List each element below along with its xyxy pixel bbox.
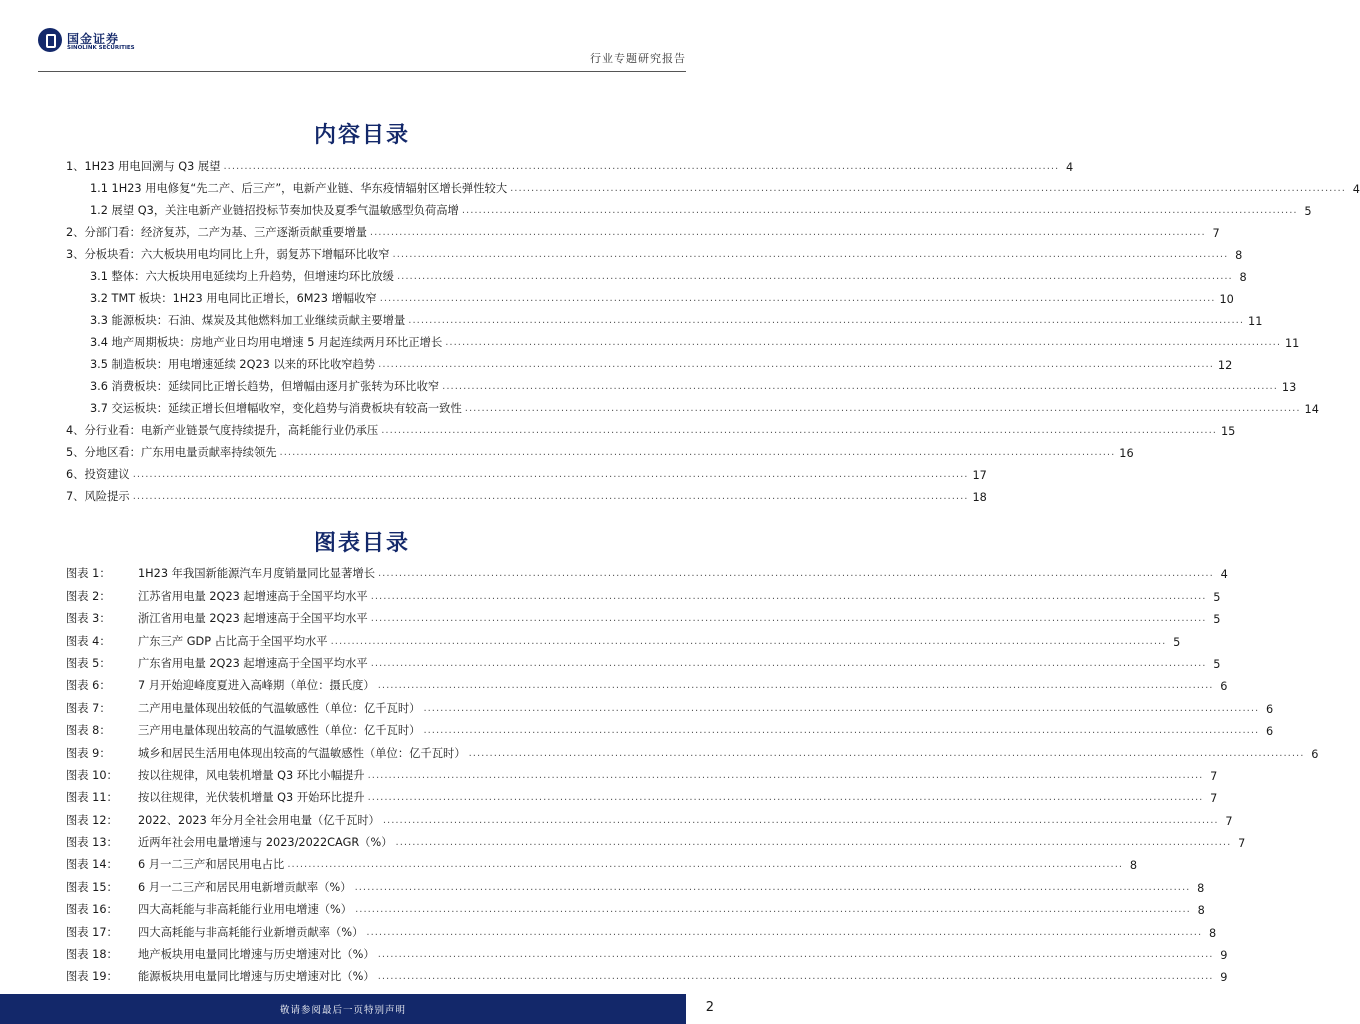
company-logo [38, 28, 148, 56]
figure-entry[interactable] [66, 872, 1205, 895]
figure-entry-page: 7 [1225, 814, 1233, 828]
figure-entry[interactable] [66, 738, 1319, 761]
toc-entry-page: 5 [1304, 205, 1312, 218]
figure-entry-label: 图表 17： [66, 925, 118, 939]
toc-entry-title: 3.2 TMT 板块：1H23 用电同比正增长，6M23 增幅收窄 [90, 292, 377, 305]
toc-entry-page: 14 [1304, 403, 1319, 416]
figure-entry-title: 四大高耗能与非高耗能行业用电增速（%） [138, 903, 353, 917]
figure-entry-page: 9 [1220, 949, 1228, 963]
figure-entry-label: 图表 19： [66, 970, 118, 984]
figure-entry-label: 图表 7： [66, 701, 111, 715]
figure-entry[interactable] [66, 716, 1274, 739]
figure-entry-label: 图表 13： [66, 836, 118, 850]
toc-entry-page: 8 [1235, 249, 1243, 262]
figure-entry[interactable] [66, 783, 1218, 806]
figure-entry-label: 图表 3： [66, 612, 111, 626]
toc-entry[interactable] [66, 416, 1236, 438]
figure-leader-dots: ........................................................................................................................................................................................................ [366, 926, 1203, 938]
toc-entry-title: 3.4 地产周期板块：房地产业日均用电增速 5 月起连续两月环比正增长 [90, 336, 443, 349]
toc-entry[interactable] [66, 262, 1247, 284]
figure-entry-title: 二产用电量体现出较低的气温敏感性（单位：亿千瓦时） [138, 701, 421, 715]
figure-entry-title: 地产板块用电量同比增速与历史增速对比（%） [138, 948, 375, 962]
toc-leader-dots: ........................................................................................................................................................................................................ [392, 249, 1229, 260]
figure-entry-page: 7 [1210, 769, 1218, 783]
figure-leader-dots: ........................................................................................................................................................................................................ [423, 725, 1260, 737]
toc-leader-dots: ........................................................................................................................................................................................................ [132, 469, 969, 480]
toc-entry-title: 6、投资建议 [66, 468, 130, 481]
toc-entry[interactable] [66, 152, 1074, 174]
toc-entry-title: 3.3 能源板块：石油、煤炭及其他燃料加工业继续贡献主要增量 [90, 314, 406, 327]
toc-entry-page: 17 [972, 469, 987, 482]
figure-leader-dots: ........................................................................................................................................................................................................ [354, 881, 1191, 893]
toc-entry-page: 4 [1352, 183, 1360, 196]
figure-leader-dots: ........................................................................................................................................................................................................ [367, 769, 1204, 781]
figure-entry-title: 按以往规律，风电装机增量 Q3 环比小幅提升 [138, 768, 365, 782]
figure-entry-label: 图表 12： [66, 813, 118, 827]
toc-entry-page: 11 [1248, 315, 1263, 328]
figures-title: 图表目录 [313, 530, 410, 556]
toc-entry[interactable] [66, 438, 1134, 460]
logo-name-cn: 国金证券 [67, 32, 120, 46]
figure-leader-dots: ........................................................................................................................................................................................................ [377, 949, 1214, 961]
toc-entry-title: 2、分部门看：经济复苏，二产为基、三产逐渐贡献重要增量 [66, 226, 367, 239]
toc-entry-title: 3.7 交运板块：延续正增长但增幅收窄，变化趋势与消费板块有较高一致性 [90, 402, 462, 415]
toc-entry[interactable] [66, 460, 987, 482]
figure-entry-page: 7 [1238, 837, 1246, 851]
toc-entry[interactable] [66, 394, 1319, 416]
toc-entry-title: 3.6 消费板块：延续同比正增长趋势，但增幅由逐月扩张转为环比收窄 [90, 380, 440, 393]
logo-name-en: SINOLINK SECURITIES [67, 45, 135, 51]
footer-disclaimer: 敬请参阅最后一页特别声明 [279, 1005, 406, 1016]
toc-leader-dots: ........................................................................................................................................................................................................ [381, 425, 1217, 436]
figure-leader-dots: ........................................................................................................................................................................................................ [287, 859, 1124, 871]
report-type: 行业专题研究报告 [590, 52, 686, 65]
figure-entry-label: 图表 11： [66, 791, 118, 805]
figure-entry-page: 6 [1220, 680, 1228, 694]
figure-entry-page: 8 [1197, 881, 1205, 895]
figure-entry-title: 7 月开始迎峰度夏进入高峰期（单位：摄氏度） [138, 679, 375, 693]
figure-entry-title: 2022、2023 年分月全社会用电量（亿千瓦时） [138, 813, 380, 827]
figure-entry-title: 近两年社会用电量增速与 2023/2022CAGR（%） [138, 836, 393, 850]
list-of-figures [66, 559, 1319, 985]
figure-entry-label: 图表 9： [66, 746, 111, 760]
toc-leader-dots: ........................................................................................................................................................................................................ [223, 161, 1060, 172]
figure-entry[interactable] [66, 805, 1233, 828]
toc-leader-dots: ........................................................................................................................................................................................................ [445, 337, 1281, 348]
toc-entry-page: 16 [1119, 447, 1134, 460]
figure-entry-page: 5 [1213, 590, 1221, 604]
toc-entry[interactable] [66, 240, 1243, 262]
figure-leader-dots: ........................................................................................................................................................................................................ [330, 635, 1167, 647]
toc-entry-page: 8 [1239, 271, 1247, 284]
toc-entry[interactable] [66, 306, 1263, 328]
figure-entry-title: 江苏省用电量 2Q23 起增速高于全国平均水平 [138, 589, 368, 603]
figure-entry-page: 5 [1173, 635, 1181, 649]
toc-entry-page: 7 [1212, 227, 1220, 240]
toc-entry[interactable] [66, 196, 1312, 218]
figure-entry[interactable] [66, 895, 1205, 918]
figure-entry-title: 按以往规律，光伏装机增量 Q3 开始环比提升 [138, 791, 365, 805]
figure-leader-dots: ........................................................................................................................................................................................................ [370, 657, 1207, 669]
toc-entry-title: 3.1 整体：六大板块用电延续均上升趋势，但增速均环比放缓 [90, 270, 394, 283]
figure-entry-page: 5 [1213, 657, 1221, 671]
toc-entry-title: 3.5 制造板块：用电增速延续 2Q23 以来的环比收窄趋势 [90, 358, 376, 371]
toc-entry-title: 7、风险提示 [66, 490, 130, 503]
toc-leader-dots: ........................................................................................................................................................................................................ [408, 315, 1245, 326]
figure-entry-page: 4 [1220, 568, 1228, 582]
figure-leader-dots: ........................................................................................................................................................................................................ [377, 971, 1214, 983]
figure-entry-page: 6 [1311, 747, 1319, 761]
figure-entry-label: 图表 4： [66, 634, 111, 648]
toc-leader-dots: ........................................................................................................................................................................................................ [510, 183, 1346, 194]
toc-leader-dots: ........................................................................................................................................................................................................ [279, 447, 1116, 458]
figure-entry-page: 7 [1210, 792, 1218, 806]
toc-entry[interactable] [66, 218, 1220, 240]
figure-leader-dots: ........................................................................................................................................................................................................ [468, 747, 1305, 759]
figure-entry-label: 图表 15： [66, 880, 118, 894]
figure-entry-page: 5 [1213, 613, 1221, 627]
figure-leader-dots: ........................................................................................................................................................................................................ [370, 613, 1207, 625]
figure-entry-title: 浙江省用电量 2Q23 起增速高于全国平均水平 [138, 612, 368, 626]
toc-entry-page: 4 [1066, 161, 1074, 174]
page-number: 2 [705, 1000, 714, 1015]
figure-entry[interactable] [66, 671, 1228, 694]
toc-leader-dots: ........................................................................................................................................................................................................ [396, 271, 1233, 282]
figure-entry-label: 图表 8： [66, 724, 111, 738]
figure-entry[interactable] [66, 581, 1221, 604]
figure-entry-title: 6 月一二三产和居民用电占比 [138, 858, 285, 872]
figure-entry-label: 图表 18： [66, 948, 118, 962]
figure-entry-page: 6 [1266, 702, 1274, 716]
toc-title: 内容目录 [313, 122, 410, 148]
figure-leader-dots: ........................................................................................................................................................................................................ [370, 590, 1207, 602]
figure-entry-title: 广东三产 GDP 占比高于全国平均水平 [138, 634, 328, 648]
figure-entry-page: 8 [1197, 904, 1205, 918]
toc-entry-title: 1、1H23 用电回溯与 Q3 展望 [66, 160, 221, 173]
toc-leader-dots: ........................................................................................................................................................................................................ [442, 381, 1278, 392]
toc-leader-dots: ........................................................................................................................................................................................................ [132, 491, 969, 502]
figure-entry[interactable] [66, 828, 1246, 851]
figure-entry[interactable] [66, 693, 1274, 716]
toc-entry[interactable] [66, 328, 1300, 350]
figure-entry-title: 6 月一二三产和居民用电新增贡献率（%） [138, 880, 352, 894]
figure-leader-dots: ........................................................................................................................................................................................................ [378, 568, 1214, 580]
toc-entry-page: 15 [1220, 425, 1236, 438]
toc-entry-page: 12 [1217, 359, 1233, 372]
figure-entry[interactable] [66, 604, 1221, 627]
figure-entry[interactable] [66, 761, 1218, 783]
toc-leader-dots: ........................................................................................................................................................................................................ [378, 359, 1214, 370]
toc-entry[interactable] [66, 372, 1297, 394]
toc-leader-dots: ........................................................................................................................................................................................................ [369, 227, 1206, 238]
figure-leader-dots: ........................................................................................................................................................................................................ [367, 792, 1204, 804]
page-footer [0, 994, 724, 1024]
toc-entry[interactable] [66, 350, 1233, 372]
figure-leader-dots: ........................................................................................................................................................................................................ [377, 680, 1214, 692]
toc-entry-title: 3、分板块看：六大板块用电均同比上升，弱复苏下增幅环比收窄 [66, 248, 390, 261]
figure-entry-page: 8 [1129, 859, 1138, 873]
table-of-contents [66, 152, 1360, 504]
page-header [0, 0, 724, 75]
figure-entry-title: 1H23 年我国新能源汽车月度销量同比显著增长 [138, 567, 375, 581]
figure-entry-label: 图表 5： [66, 656, 111, 670]
figure-entry-label: 图表 6： [66, 679, 111, 693]
toc-entry[interactable] [66, 174, 1360, 196]
figure-entry-label: 图表 10： [66, 768, 118, 782]
figure-entry[interactable] [66, 917, 1217, 940]
figure-entry-title: 广东省用电量 2Q23 起增速高于全国平均水平 [138, 656, 368, 670]
figure-leader-dots: ........................................................................................................................................................................................................ [382, 814, 1219, 826]
toc-entry-title: 4、分行业看：电新产业链景气度持续提升，高耗能行业仍承压 [66, 424, 379, 437]
toc-entry[interactable] [66, 482, 987, 504]
figure-entry-title: 能源板块用电量同比增速与历史增速对比（%） [138, 970, 375, 984]
figure-leader-dots: ........................................................................................................................................................................................................ [355, 904, 1191, 916]
figure-entry-title: 三产用电量体现出较高的气温敏感性（单位：亿千瓦时） [138, 724, 421, 738]
figure-entry-label: 图表 1： [66, 567, 111, 581]
figure-entry-label: 图表 14： [66, 858, 118, 872]
toc-leader-dots: ........................................................................................................................................................................................................ [461, 205, 1298, 216]
toc-leader-dots: ........................................................................................................................................................................................................ [464, 403, 1301, 414]
figure-entry[interactable] [66, 940, 1228, 963]
toc-entry-page: 13 [1281, 381, 1297, 394]
figure-entry-label: 图表 2： [66, 589, 111, 603]
figure-entry[interactable] [66, 850, 1138, 873]
figure-entry-title: 四大高耗能与非高耗能行业新增贡献率（%） [138, 925, 364, 939]
toc-leader-dots: ........................................................................................................................................................................................................ [379, 293, 1216, 304]
figure-entry-page: 6 [1266, 725, 1274, 739]
toc-entry-title: 1.1 1H23 用电修复“先二产、后三产”，电新产业链、华东疫情辐射区增长弹性较大 [90, 182, 508, 195]
logo-mark-icon [38, 28, 62, 52]
toc-entry-page: 18 [972, 491, 987, 504]
toc-entry-page: 11 [1285, 337, 1300, 350]
toc-entry-page: 10 [1219, 293, 1234, 306]
footer-bar [0, 994, 686, 1024]
figure-entry[interactable] [66, 559, 1228, 582]
header-divider [38, 71, 686, 72]
toc-entry-title: 5、分地区看：广东用电量贡献率持续领先 [66, 446, 277, 459]
toc-entry-title: 1.2 展望 Q3，关注电新产业链招投标节奏加快及夏季气温敏感型负荷高增 [90, 204, 459, 217]
figure-entry[interactable] [66, 626, 1181, 649]
figure-entry-title: 城乡和居民生活用电体现出较高的气温敏感性（单位：亿千瓦时） [138, 746, 466, 760]
figure-entry-label: 图表 16： [66, 903, 118, 917]
figure-entry[interactable] [66, 649, 1221, 671]
figure-entry-page: 8 [1208, 926, 1217, 940]
figure-leader-dots: ........................................................................................................................................................................................................ [395, 837, 1232, 849]
toc-entry[interactable] [66, 284, 1234, 306]
figure-leader-dots: ........................................................................................................................................................................................................ [423, 702, 1260, 714]
figure-entry-page: 9 [1220, 971, 1228, 985]
figure-entry[interactable] [66, 962, 1228, 985]
